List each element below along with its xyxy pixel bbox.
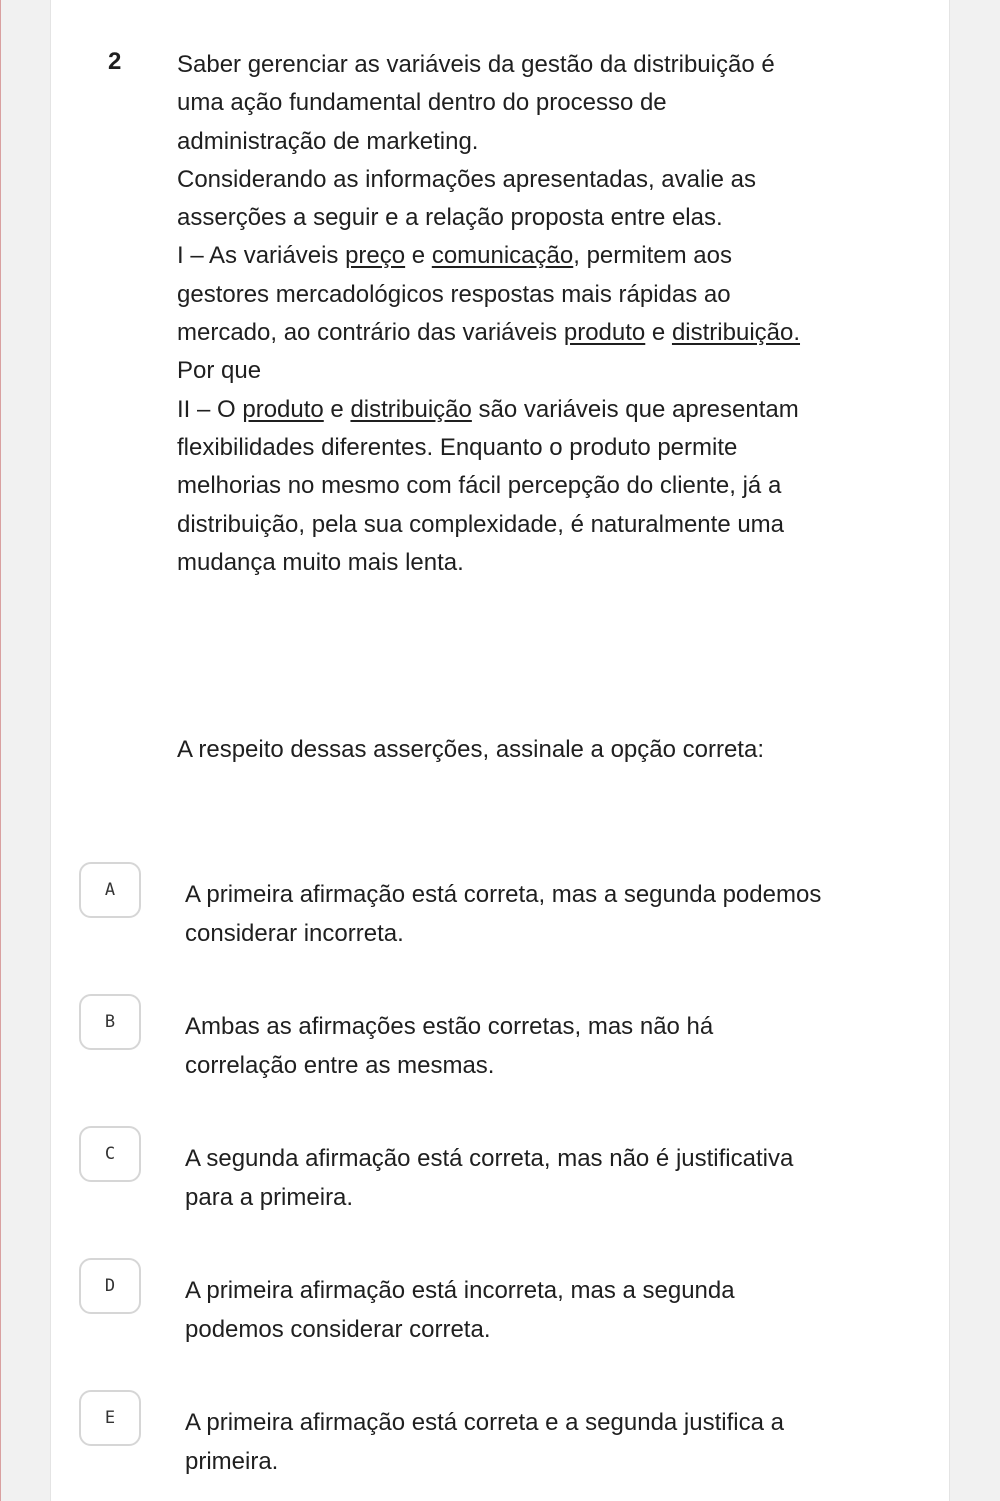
term-produto-2: produto [242,395,324,423]
question-consider: Considerando as informações apresentadas, avalie as asserções a seguir e a relação proposta entre elas. [177,165,757,232]
option-e-letter-button[interactable]: E [79,1390,141,1446]
question-number: 2 [108,48,122,75]
term-distribuicao: distribuição. [671,319,801,347]
connector-text: Por que [177,357,262,385]
option-c[interactable] [79,1126,859,1211]
left-edge-line [0,0,1,1501]
assertion-one-prefix: I – As variáveis [177,242,346,270]
assertion-two-rest: são variáveis que apresentam flexibilidades diferentes. Enquanto o produto permite melhorias no mesmo com fácil percepção do cliente, já a distribuição, pela sua complexidade, é naturalmente uma mudança muito mais lenta. [177,395,799,576]
term-preco: preço [345,242,406,270]
option-b-text[interactable]: Ambas as afirmações estão corretas, mas não há correlação entre as mesmas. [185,1013,714,1079]
option-b-letter-button[interactable]: B [79,994,141,1050]
option-b[interactable] [79,994,859,1079]
assertion-two-join1: e [323,395,351,423]
option-c-letter-button[interactable]: C [79,1126,141,1182]
term-produto: produto [563,319,646,347]
question-prompt: A respeito dessas asserções, assinale a opção correta: [177,736,764,763]
option-c-text[interactable]: A segunda afirmação está correta, mas não é justificativa para a primeira. [185,1145,794,1211]
option-e[interactable] [79,1390,859,1475]
question-intro: Saber gerenciar as variáveis da gestão da distribuição é uma ação fundamental dentro do processo de administração de marketing. [177,51,775,155]
term-comunicacao: comunicação [431,242,574,270]
question-body [177,46,817,582]
option-d-letter-button[interactable]: D [79,1258,141,1314]
assertion-one-middle: , permitem aos gestores mercadológicos respostas mais rápidas ao mercado, ao contrário das variáveis [177,242,732,347]
assertion-two [177,391,817,582]
term-distribuicao-2: distribuição [350,395,472,423]
option-e-text[interactable]: A primeira afirmação está correta e a segunda justifica a primeira. [185,1409,784,1475]
assertion-one-join2: e [645,319,672,347]
assertion-two-prefix: II – O [177,395,243,423]
option-a[interactable] [79,862,859,947]
option-d-text[interactable]: A primeira afirmação está incorreta, mas a segunda podemos considerar correta. [185,1277,735,1343]
assertion-one [177,237,817,352]
option-a-letter-button[interactable]: A [79,862,141,918]
assertion-one-join1: e [405,242,432,270]
option-d[interactable] [79,1258,859,1343]
option-a-text[interactable]: A primeira afirmação está correta, mas a segunda podemos considerar incorreta. [185,881,822,947]
